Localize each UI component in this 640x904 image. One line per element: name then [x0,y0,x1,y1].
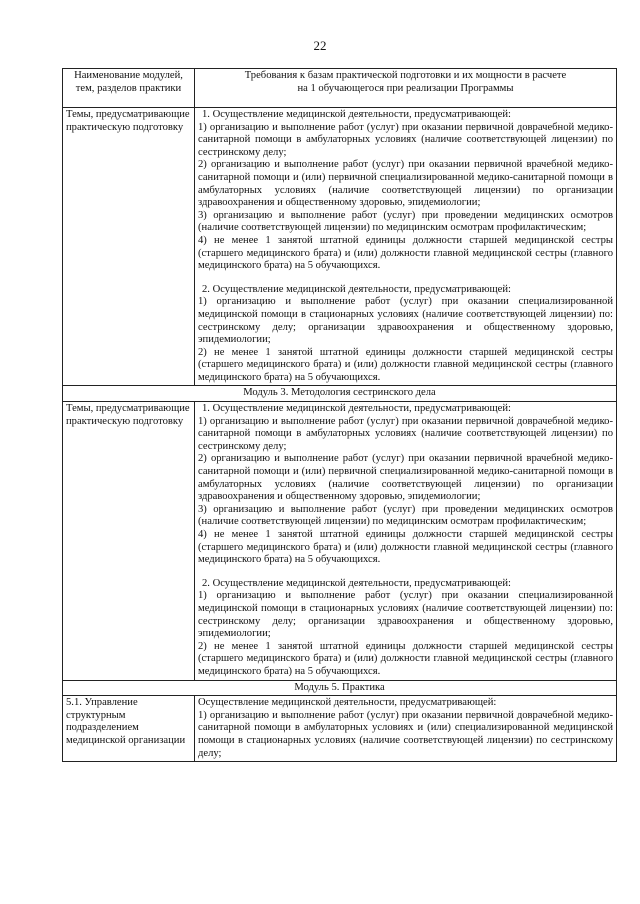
requirements-block-2 [198,284,613,385]
table-row [63,108,617,386]
requirement-text: 3) организацию и выполнение работ (услуг) при проведении медицинских осмотров (наличие соответствующей лицензии) по медицинским осмотрам профилактическим; [198,503,613,528]
requirements-table [62,68,617,762]
requirements-cell [195,402,617,680]
requirements-block-1 [198,403,613,567]
header-requirements-line1: Требования к базам практической подготовки и их мощности в расчете [244,70,567,81]
page-number: 22 [313,38,327,53]
module-3-heading: Модуль 3. Методология сестринского дела [63,386,617,402]
requirement-text: 1) организацию и выполнение работ (услуг) при оказании первичной доврачебной медико-санитарной помощи в амбулаторных условиях (наличие соответствующей лицензии) по сестринскому делу; [198,415,613,452]
header-modules: Наименование модулей, тем, разделов практики [63,69,195,108]
requirement-text: 1) организацию и выполнение работ (услуг) при оказании специализированной медицинской помощи в стационарных условиях (наличие соответствующей лицензии) по: сестринскому делу; организации здравоохранения и общественному здоровью, эпидемиологии; [198,590,613,640]
requirements-block-1 [198,109,613,273]
requirement-text: Осуществление медицинской деятельности, предусматривающей: [198,697,497,709]
requirements-cell [195,108,617,386]
requirement-text: 2) не менее 1 занятой штатной единицы должности старшей медицинской сестры (старшего медицинского брата) и (или) должности главной медицинской сестры (главного медицинского брата) на 5 обучающихся. [198,640,613,677]
requirement-text: 2. Осуществление медицинской деятельности, предусматривающей: [202,283,511,295]
module-heading-row [63,386,617,402]
table-row [63,402,617,680]
requirements-cell [195,696,617,762]
table-header-row [63,69,617,108]
requirement-text: 3) организацию и выполнение работ (услуг) при проведении медицинских осмотров (наличие соответствующей лицензии) по медицинским осмотрам профилактическим; [198,209,613,234]
module-5-heading: Модуль 5. Практика [63,680,617,696]
requirement-text: 2) не менее 1 занятой штатной единицы должности старшей медицинской сестры (старшего медицинского брата) и (или) должности главной медицинской сестры (главного медицинского брата) на 5 обучающихся. [198,346,613,383]
requirement-text: 2. Осуществление медицинской деятельности, предусматривающей: [202,577,511,589]
requirement-text: 1) организацию и выполнение работ (услуг) при оказании первичной доврачебной медико-санитарной помощи в амбулаторных условиях и (или) специализированной медицинской помощи в стационарных условиях (наличие соответствующей лицензии) по сестринскому делу; [198,709,613,759]
requirement-text: 1) организацию и выполнение работ (услуг) при оказании первичной доврачебной медико-санитарной помощи в амбулаторных условиях (наличие соответствующей лицензии) по сестринскому делу; [198,121,613,158]
requirement-text: 1. Осуществление медицинской деятельности, предусматривающей: [202,109,511,120]
requirement-text: 4) не менее 1 занятой штатной единицы должности старшей медицинской сестры (старшего медицинского брата) и (или) должности главной медицинской сестры (главного медицинского брата) на 5 обучающихся. [198,234,613,272]
requirements-block-2 [198,578,613,679]
requirement-text: 2) организацию и выполнение работ (услуг) при оказании первичной врачебной медико-санитарной помощи и (или) первичной специализированной медико-санитарной помощи в амбулаторных условиях (наличие соответствующей лицензии) по организации здравоохранения и общественному здоровью, эпидемиологии; [198,159,613,209]
table-row [63,696,617,762]
topic-cell: 5.1. Управление структурным подразделением медицинской организации [63,696,195,762]
module-heading-row [63,680,617,696]
header-requirements [195,69,617,108]
requirement-text: 1. Осуществление медицинской деятельности, предусматривающей: [202,403,511,415]
topic-cell: Темы, предусматривающие практическую подготовку [63,108,195,386]
requirement-text: 2) организацию и выполнение работ (услуг) при оказании первичной врачебной медико-санитарной помощи и (или) первичной специализированной медико-санитарной помощи в амбулаторных условиях (наличие соответствующей лицензии) по организации здравоохранения и общественному здоровью, эпидемиологии; [198,453,613,503]
requirement-text: 4) не менее 1 занятой штатной единицы должности старшей медицинской сестры (старшего медицинского брата) и (или) должности главной медицинской сестры (главного медицинского брата) на 5 обучающихся. [198,529,613,566]
topic-cell: Темы, предусматривающие практическую подготовку [63,402,195,680]
requirement-text: 1) организацию и выполнение работ (услуг) при оказании специализированной медицинской помощи в стационарных условиях (наличие соответствующей лицензии) по: сестринскому делу; организации здравоохранения и общественному здоровью, эпидемиологии; [198,296,613,346]
requirements-block [198,697,613,760]
header-requirements-line2: на 1 обучающегося при реализации Программы [297,82,514,94]
